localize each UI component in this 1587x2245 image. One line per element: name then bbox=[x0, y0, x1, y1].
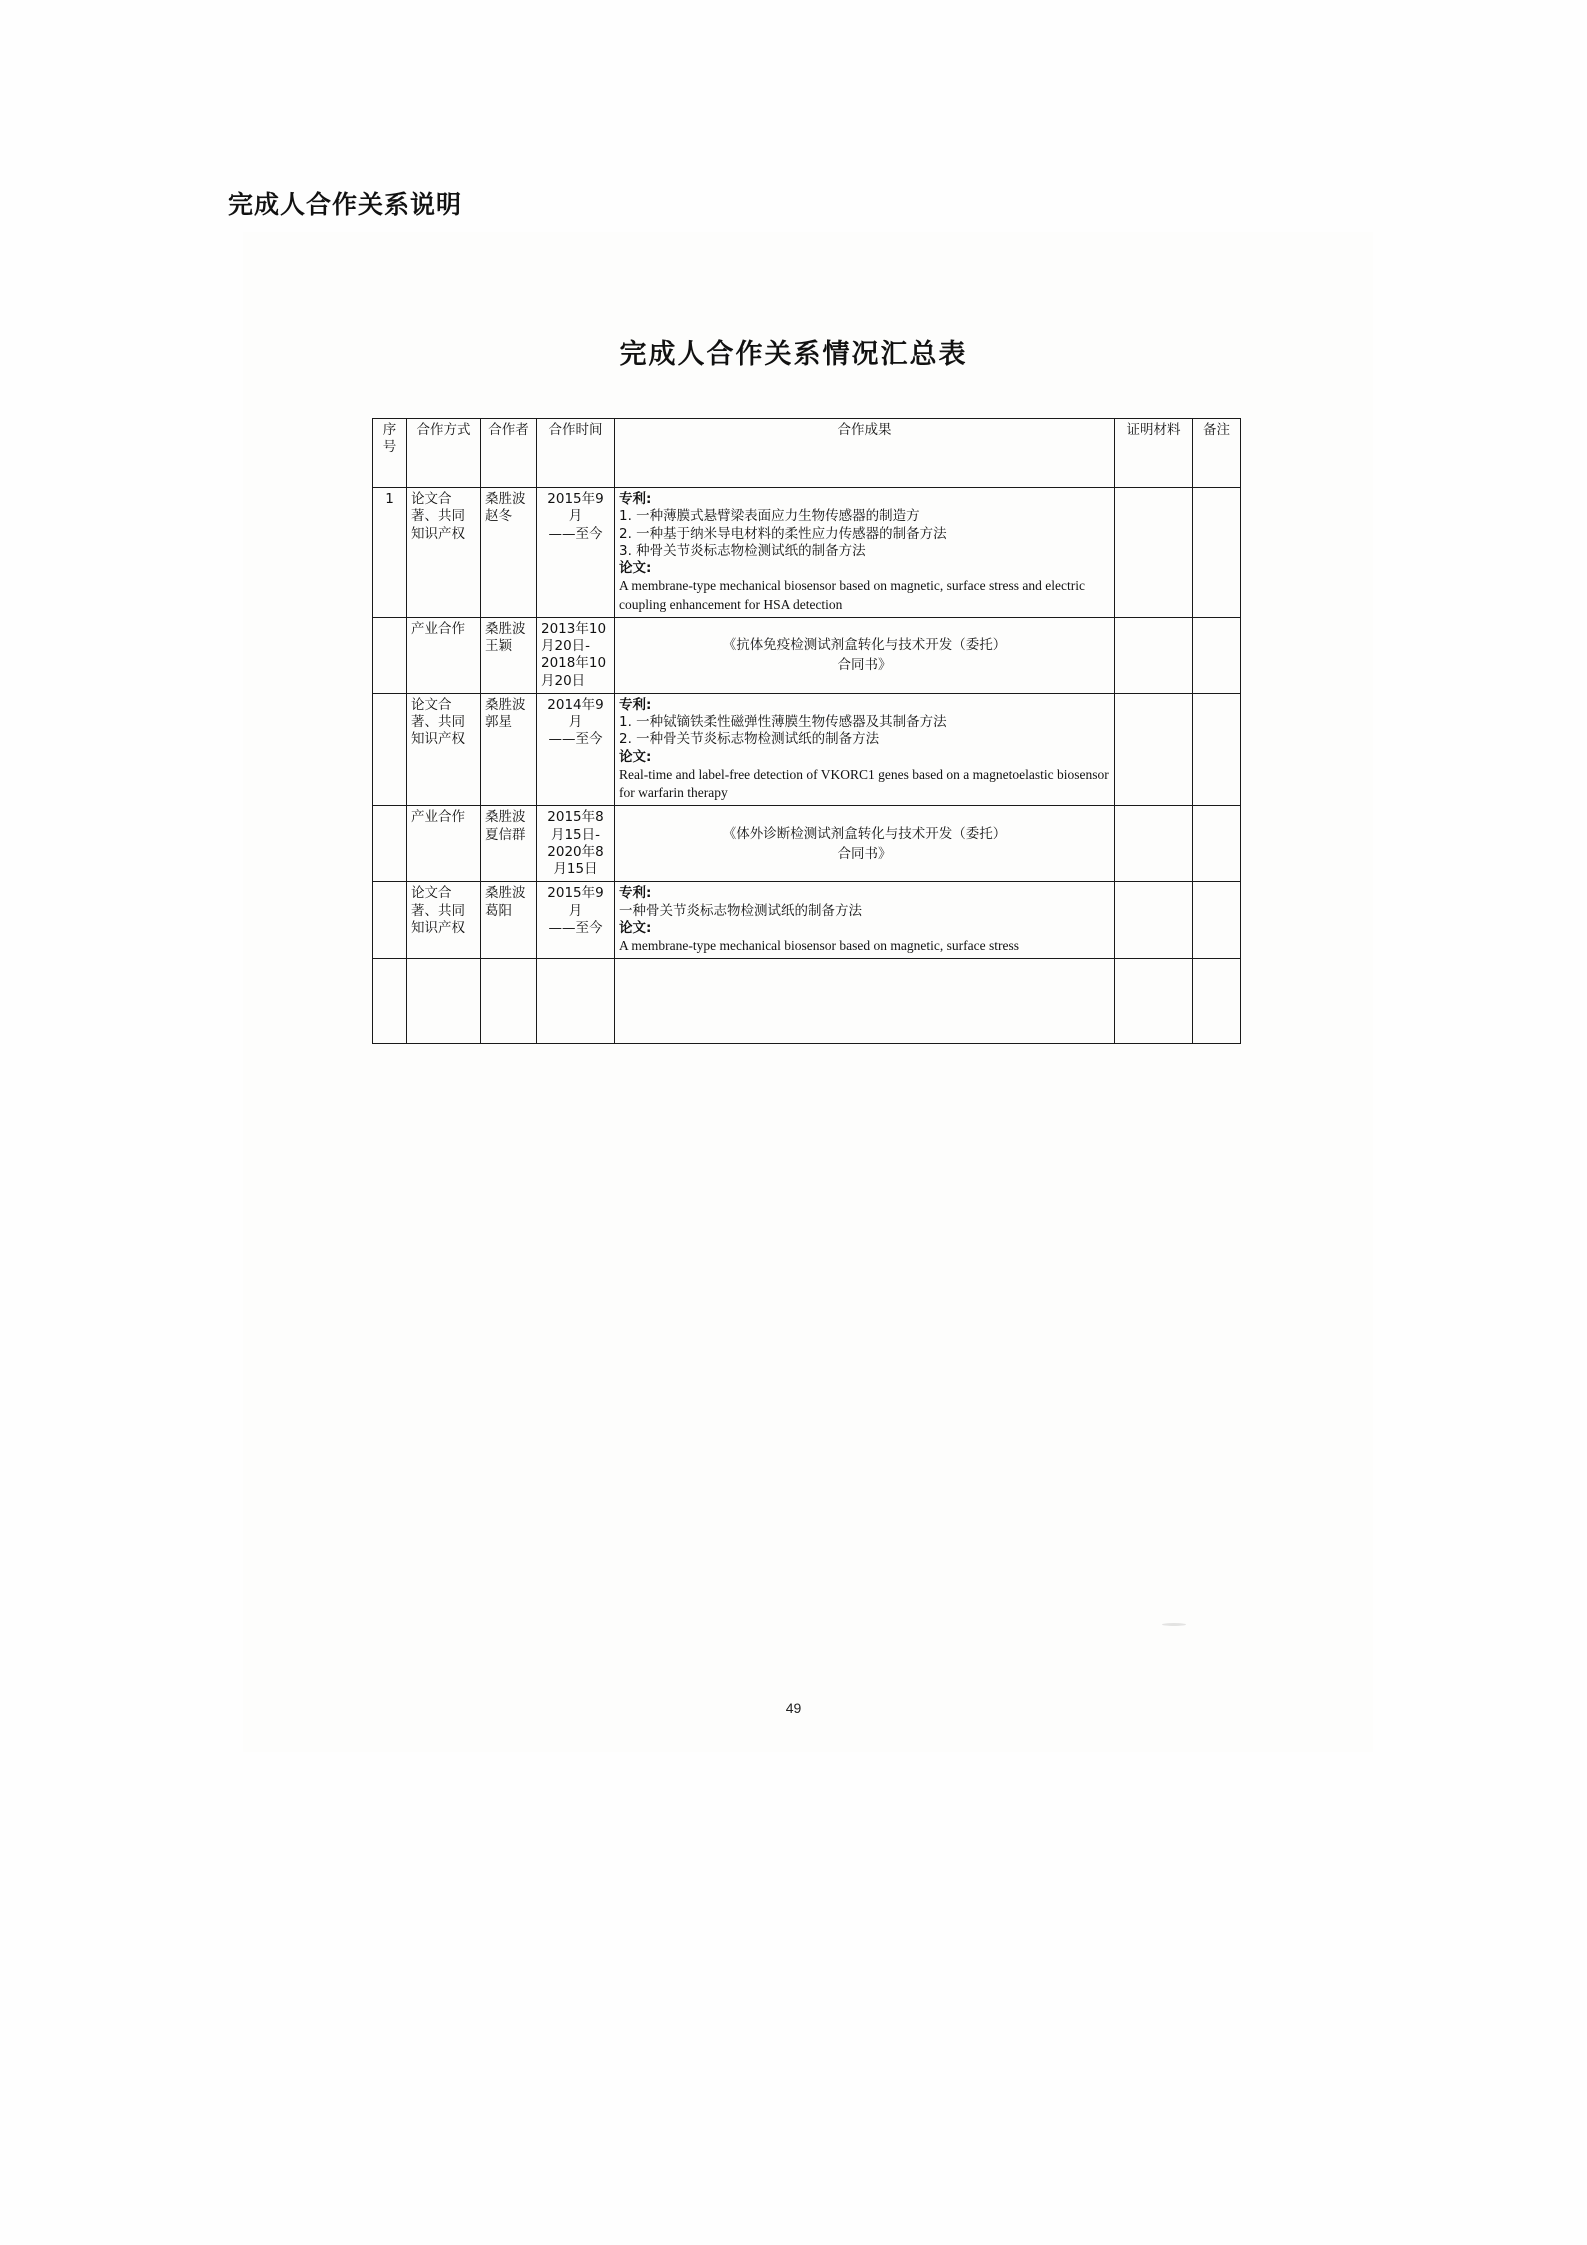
cell-mode: 论文合著、共同知识产权 bbox=[407, 488, 481, 618]
table-row bbox=[373, 617, 1241, 693]
cell-seq bbox=[373, 617, 407, 693]
header-proof: 证明材料 bbox=[1115, 419, 1193, 488]
cell-proof bbox=[1115, 806, 1193, 882]
person-line-2: 郭星 bbox=[485, 714, 512, 731]
table-header bbox=[373, 419, 1241, 488]
cell-person bbox=[481, 882, 537, 959]
time-line-1: 2013年10月20日- bbox=[541, 620, 607, 655]
cell-proof bbox=[1115, 882, 1193, 959]
cell-time bbox=[537, 693, 615, 806]
cell-time bbox=[537, 806, 615, 882]
patent-label: 专利: bbox=[619, 696, 652, 713]
result-line-2: 合同书》 bbox=[837, 657, 892, 674]
cell-time bbox=[537, 882, 615, 959]
cell-result bbox=[615, 617, 1115, 693]
cell-time bbox=[537, 488, 615, 618]
cell-note bbox=[1193, 693, 1241, 806]
paper-text: A membrane-type mechanical biosensor based on magnetic, surface stress and electric coupling enhancement for HSA detection bbox=[619, 578, 1085, 612]
patent-label: 专利: bbox=[619, 491, 652, 507]
cell-person bbox=[481, 806, 537, 882]
cooperation-table bbox=[372, 418, 1241, 1044]
cell-result bbox=[615, 959, 1115, 1044]
cell-seq bbox=[373, 959, 407, 1044]
cell-proof bbox=[1115, 617, 1193, 693]
paper-text: A membrane-type mechanical biosensor based on magnetic, surface stress bbox=[619, 938, 1019, 954]
header-person: 合作者 bbox=[481, 419, 537, 488]
header-seq: 序号 bbox=[373, 419, 407, 488]
time-line-2: 2018年10月20日 bbox=[541, 655, 607, 689]
paper-label: 论文: bbox=[619, 919, 652, 936]
cell-result bbox=[615, 693, 1115, 806]
paper-text: Real-time and label-free detection of VKORC1 genes based on a magnetoelastic biosensor for warfarin therapy bbox=[619, 766, 1109, 801]
cell-note bbox=[1193, 806, 1241, 882]
person-line-1: 桑胜波 bbox=[485, 809, 526, 826]
table-row bbox=[373, 693, 1241, 806]
result-line-1: 《体外诊断检测试剂盒转化与技术开发（委托） bbox=[722, 825, 1007, 842]
patent-item: 1. 一种铽镝铁柔性磁弹性薄膜生物传感器及其制备方法 bbox=[619, 714, 947, 731]
patent-item: 3. 种骨关节炎标志物检测试纸的制备方法 bbox=[619, 542, 866, 559]
scan-smudge bbox=[1162, 1623, 1186, 1626]
time-line-2: ——至今 bbox=[548, 731, 603, 748]
cell-seq bbox=[373, 882, 407, 959]
cell-seq: 1 bbox=[373, 488, 407, 618]
cell-note bbox=[1193, 617, 1241, 693]
patent-item: 2. 一种基于纳米导电材料的柔性应力传感器的制备方法 bbox=[619, 525, 947, 542]
cell-proof bbox=[1115, 488, 1193, 618]
person-line-1: 桑胜波 bbox=[485, 885, 526, 902]
cell-proof bbox=[1115, 959, 1193, 1044]
person-line-1: 桑胜波 bbox=[485, 620, 526, 637]
cell-person bbox=[481, 617, 537, 693]
cooperation-table-container bbox=[372, 418, 1240, 1044]
header-mode: 合作方式 bbox=[407, 419, 481, 488]
cell-mode: 产业合作 bbox=[407, 806, 481, 882]
cell-person bbox=[481, 959, 537, 1044]
time-line-2: ——至今 bbox=[548, 525, 603, 542]
person-line-2: 王颖 bbox=[485, 638, 512, 655]
cell-mode: 论文合著、共同知识产权 bbox=[407, 693, 481, 806]
patent-item: 1. 一种薄膜式悬臂梁表面应力生物传感器的制造方 bbox=[619, 508, 920, 525]
cell-mode bbox=[407, 959, 481, 1044]
person-line-2: 赵冬 bbox=[485, 508, 512, 525]
cell-result bbox=[615, 882, 1115, 959]
result-line-2: 合同书》 bbox=[837, 845, 892, 862]
page-number: 49 bbox=[785, 1700, 802, 1716]
table-body bbox=[373, 488, 1241, 1044]
cell-result bbox=[615, 488, 1115, 618]
cell-seq bbox=[373, 693, 407, 806]
cell-seq bbox=[373, 806, 407, 882]
table-row bbox=[373, 882, 1241, 959]
cell-time bbox=[537, 617, 615, 693]
header-time: 合作时间 bbox=[537, 419, 615, 488]
header-note: 备注 bbox=[1193, 419, 1241, 488]
time-line-1: 2014年9月 bbox=[547, 696, 604, 731]
table-row bbox=[373, 806, 1241, 882]
paper-label: 论文: bbox=[619, 560, 652, 577]
person-line-1: 桑胜波 bbox=[485, 696, 526, 713]
patent-item: 2. 一种骨关节炎标志物检测试纸的制备方法 bbox=[619, 731, 880, 748]
result-line-1: 《抗体免疫检测试剂盒转化与技术开发（委托） bbox=[722, 637, 1007, 654]
cell-mode: 产业合作 bbox=[407, 617, 481, 693]
cell-note bbox=[1193, 488, 1241, 618]
time-line-2: ——至今 bbox=[548, 919, 603, 936]
cell-note bbox=[1193, 882, 1241, 959]
cell-person bbox=[481, 488, 537, 618]
cell-proof bbox=[1115, 693, 1193, 806]
patent-label: 专利: bbox=[619, 885, 652, 902]
document-heading: 完成人合作关系说明 bbox=[228, 190, 463, 219]
table-row bbox=[373, 488, 1241, 618]
person-line-2: 葛阳 bbox=[485, 902, 512, 919]
time-line-1: 2015年9月 bbox=[547, 491, 604, 525]
person-line-2: 夏信群 bbox=[485, 826, 526, 843]
cell-mode: 论文合著、共同知识产权 bbox=[407, 882, 481, 959]
patent-item: 一种骨关节炎标志物检测试纸的制备方法 bbox=[619, 902, 862, 919]
cell-result bbox=[615, 806, 1115, 882]
paper-label: 论文: bbox=[619, 748, 652, 765]
header-result: 合作成果 bbox=[615, 419, 1115, 488]
time-line-1: 2015年8月15日- bbox=[547, 809, 604, 843]
table-header-row bbox=[373, 419, 1241, 488]
person-line-1: 桑胜波 bbox=[485, 491, 526, 507]
table-title: 完成人合作关系情况汇总表 bbox=[619, 339, 968, 370]
time-line-1: 2015年9月 bbox=[547, 885, 604, 919]
cell-person bbox=[481, 693, 537, 806]
table-row bbox=[373, 959, 1241, 1044]
time-line-2: 2020年8月15日 bbox=[547, 843, 604, 878]
cell-note bbox=[1193, 959, 1241, 1044]
cell-time bbox=[537, 959, 615, 1044]
